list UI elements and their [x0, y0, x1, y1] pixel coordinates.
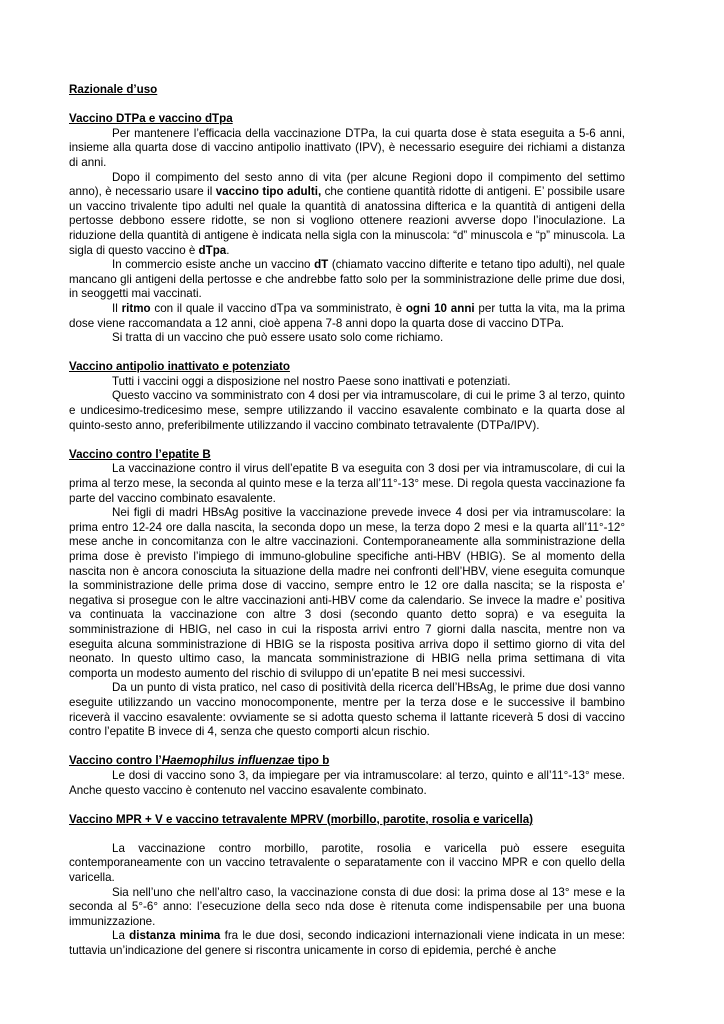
section-heading: Vaccino DTPa e vaccino dTpa: [69, 112, 233, 126]
text-run: Il: [112, 301, 122, 315]
paragraph: [69, 886, 625, 930]
paragraph: [69, 331, 625, 346]
paragraph: [69, 389, 625, 433]
section-heading: Vaccino antipolio inattivato e potenziato: [69, 360, 290, 374]
spacer: [69, 346, 625, 361]
text-run: Vaccino contro l’: [69, 754, 162, 768]
text-run: La vaccinazione contro morbillo, parotite, rosolia e varicella può essere eseguita contemporaneamente con un vaccino tetravalente o separatamente con il vaccino MPR e con quello della varicella.: [69, 841, 625, 885]
text-run: La: [112, 929, 130, 943]
spacer: [69, 740, 625, 755]
paragraph: [69, 302, 625, 331]
bold-text: ritmo: [121, 301, 151, 315]
text-run: Nei figli di madri HBsAg positive la vaccinazione prevede invece 4 dosi per via intramuscolare: la prima entro 12-24 ore dalla nascita, la seconda dopo un mese, la terza dopo 2 mesi e la quarta all’11°-12° mese anche in concomitanza con le altre vaccinazioni. Contemporaneamente alla somministrazione della prima dose è previsto l’impiego di immuno-globuline specifiche anti-HBV (HBIG). Se al momento della nascita non è ancora conosciuta la situazione della madre nei confronti dell’HBV, viene eseguita comunque la somministrazione delle prima dose di vaccino, sempre entro le 12 ore dalla nascita; se la risposta e’ negativa si prosegue con le altre vaccinazioni anti-HBV come da calendario. Se invece la madre e’ positiva va continuata la vaccinazione con altre 3 dosi (secondo quanto detto sopra) e va eseguita la somministrazione di HBIG, nel caso in cui la risposta arrivi entro 7 giorni dalla nascita, mentre non va eseguita alcuna somministrazione di HBIG se la risposta positiva arriva dopo il settimo giorno di vita del neonato. In questo ultimo caso, la mancata somministrazione di HBIG nella prima settimana di vita comporta un modesto aumento del rischio di sviluppo di un’epatite B nei mesi successivi.: [69, 506, 625, 680]
section-heading: Vaccino contro l’epatite B: [69, 447, 211, 461]
text-run: per tutta la vita, ma la prima dose viene raccomandata a 12 anni, cioè appena 7-8 anni dopo la quarta dose di vaccino DTPa.: [69, 301, 625, 330]
document-body: [69, 83, 625, 959]
spacer: [69, 798, 625, 813]
paragraph: [69, 258, 625, 302]
text-run: con il quale il vaccino dTpa va somministrato, è: [150, 301, 406, 315]
section-heading: [69, 754, 625, 769]
text-run: Questo vaccino va somministrato con 4 dosi per via intramuscolare, di cui le prime 3 al terzo, quinto e undicesimo-tredicesimo mese, sempre utilizzando il vaccino esavalente combinato e la quarta dose al quinto-sesto anno, preferibilmente utilizzando il vaccino combinato tetravalente (DTPa/IPV).: [69, 389, 625, 432]
document-title: Razionale d’uso: [69, 83, 158, 96]
text-run: tipo b: [294, 754, 330, 768]
paragraph: [69, 769, 625, 798]
text-run: .: [226, 243, 230, 257]
bold-text: vaccino tipo adulti,: [215, 185, 322, 199]
paragraph: [69, 929, 625, 958]
text-run: fra le due dosi, secondo indicazioni internazionali viene indicata in un mese: tuttavia un’indicazione del genere si riscontra unicamente in corso di epidemia, perché è anche: [69, 929, 626, 958]
bold-text: ogni 10 anni: [405, 301, 475, 315]
text-run: In commercio esiste anche un vaccino: [112, 258, 315, 272]
text-run: Per mantenere l’efficacia della vaccinazione DTPa, la cui quarta dose è stata eseguita a 5-6 anni, insieme alla quarta dose di vaccino antipolio inattivato (IPV), è necessario eseguire dei richiami a distanza di anni.: [69, 126, 625, 169]
paragraph: [69, 681, 625, 739]
text-run: Tutti i vaccini oggi a disposizione nel nostro Paese sono inattivati e potenziati.: [112, 374, 511, 388]
spacer: [69, 98, 625, 113]
bold-text: distanza minima: [129, 929, 221, 943]
italic-text: Haemophilus influenzae: [161, 754, 295, 768]
text-run: Dopo il compimento del sesto anno di vita (per alcune Regioni dopo il compimento del settimo anno), è necessario usare il: [69, 170, 625, 199]
text-run: Le dosi di vaccino sono 3, da impiegare per via intramuscolare: al terzo, quinto e all’11°-13° mese. Anche questo vaccino è contenuto nel vaccino esavalente combinato.: [69, 768, 625, 797]
paragraph: [69, 842, 625, 886]
text-run: Da un punto di vista pratico, nel caso di positività della ricerca dell’HBsAg, le prime due dosi vanno eseguite utilizzando un vaccino monocomponente, mentre per la terza dose e le successive il bambino riceverà il vaccino esavalente: ovviamente se si adotta questo schema il lattante riceverà 5 dosi di vaccino contro l’epatite B invece di 4, senza che questo comporti alcun rischio.: [69, 681, 625, 739]
paragraph: [69, 506, 625, 681]
spacer: [69, 433, 625, 448]
text-run: Si tratta di un vaccino che può essere usato solo come richiamo.: [112, 331, 444, 345]
bold-text: dTpa: [198, 243, 227, 257]
text-run: (chiamato vaccino difterite e tetano tipo adulti), nel quale mancano gli antigeni della pertosse e che andrebbe fatto solo per la somministrazione delle prime due dosi, in seoggetti mai vaccinati.: [69, 258, 625, 301]
paragraph: [69, 127, 625, 171]
text-run: La vaccinazione contro il virus dell’epatite B va eseguita con 3 dosi per via intramuscolare, di cui la prima al terzo mese, la seconda al quinto mese e la terza all’11°-13° mese. Di regola questa vaccinazione fa parte del vaccino combinato esavalente.: [69, 462, 625, 505]
text-run: Sia nell’uno che nell’altro caso, la vaccinazione consta di due dosi: la prima dose al 13° mese e la seconda al 5°-6° anno: l’esecuzione della seco nda dose è ritenuta come indispensabile per una buona immunizzazione.: [69, 885, 625, 928]
paragraph: [69, 375, 625, 390]
paragraph: [69, 171, 625, 259]
spacer: [69, 827, 625, 842]
bold-text: dT: [314, 258, 329, 272]
text-run: che contiene quantità ridotte di antigeni. E’ possibile usare un vaccino trivalente tipo adulti nel quale la quantità di anatossina difterica e la quantità di antigeni della pertosse debbono essere ridotte, se non si vogliono ottenere reazioni avverse dopo l’inoculazione. La riduzione della quantità di antigene è indicata nella sigla con la minuscola: “d” minuscola e “p” minuscola. La sigla di questo vaccino è: [69, 185, 625, 257]
section-heading: Vaccino MPR + V e vaccino tetravalente MPRV (morbillo, parotite, rosolia e varicella): [69, 812, 534, 826]
paragraph: [69, 462, 625, 506]
